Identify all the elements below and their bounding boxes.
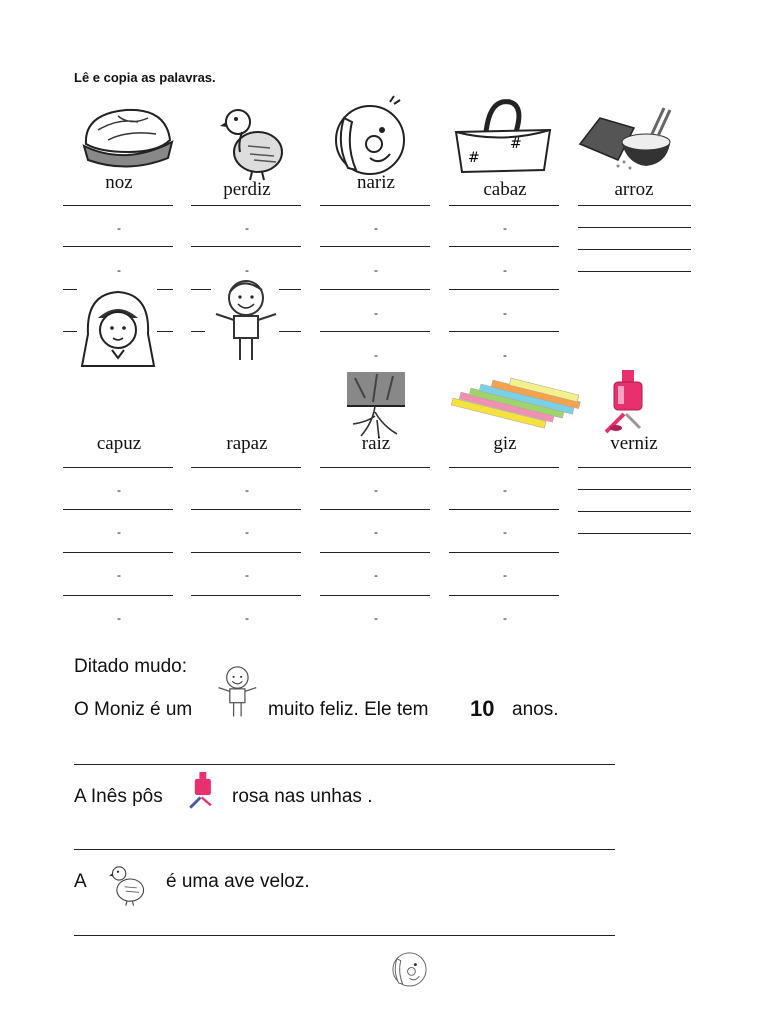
dictation-title: Ditado mudo: [74,656,188,677]
nose-face-icon [390,946,430,990]
walnut-icon [78,100,176,172]
word-giz: giz [493,433,517,454]
word-capuz: capuz [96,433,142,454]
word-noz: noz [105,172,133,193]
nail-polish-icon [602,370,658,436]
sentence-1-part-a: O Moniz é um [74,699,193,720]
boy-icon [216,662,260,722]
writing-line-1[interactable] [74,764,615,765]
word-arroz: arroz [614,179,654,200]
svg-text:#: # [468,150,480,166]
basket-icon [450,98,556,176]
age-number: 10 [470,696,495,721]
sentence-3-part-a: A [74,871,87,892]
sentence-2-part-a: A Inês pôs [74,786,163,807]
boy-icon [212,276,282,366]
word-verniz: verniz [610,433,658,454]
writing-line-2[interactable] [74,849,615,850]
partridge-icon [218,100,290,182]
sentence-1-part-c: anos. [512,699,559,720]
nail-polish-icon [186,772,222,810]
nose-face-icon [330,94,412,180]
hooded-girl-icon [78,288,158,368]
tree-roots-icon [347,372,405,440]
word-raiz: raiz [361,433,391,454]
rice-bowl-icon [578,104,674,174]
word-rapaz: rapaz [226,433,268,454]
partridge-icon [108,860,148,908]
chalk-icon [448,382,564,426]
sentence-2-part-b: rosa nas unhas . [232,786,373,807]
sentence-3-part-b: é uma ave veloz. [166,871,310,892]
instruction: Lê e copia as palavras. [74,70,216,85]
writing-line-3[interactable] [74,935,615,936]
sentence-1-part-b: muito feliz. Ele tem [268,699,429,720]
word-nariz: nariz [357,172,395,193]
word-perdiz: perdiz [223,179,271,200]
word-cabaz: cabaz [483,179,527,200]
svg-text:#: # [510,136,522,152]
